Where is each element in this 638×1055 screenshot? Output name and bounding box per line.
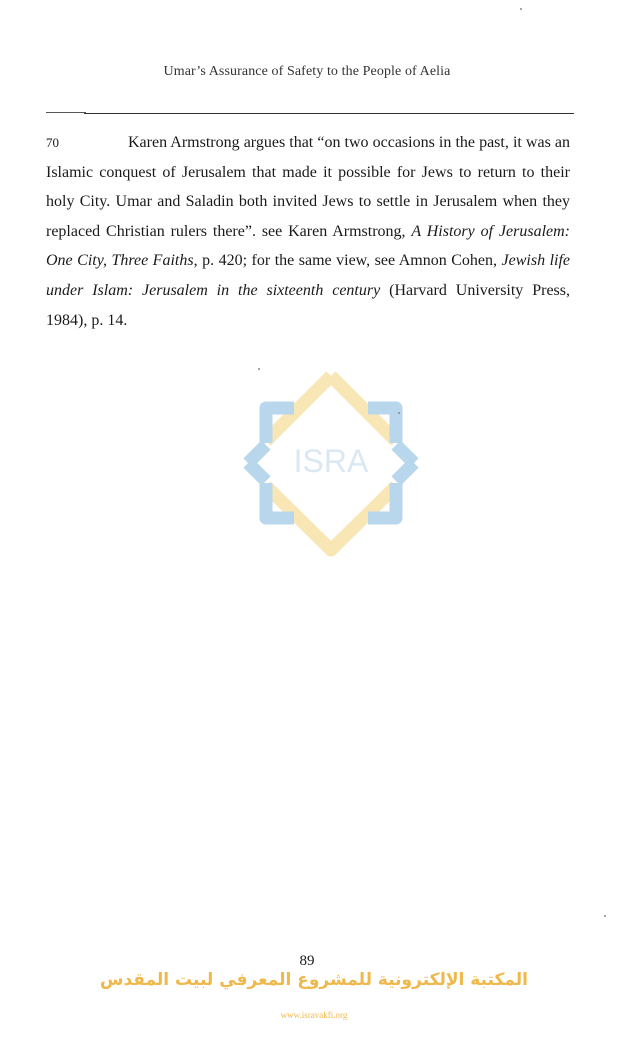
footnote-title-1: A History of Jerusalem: One City, Three Faiths (46, 222, 571, 270)
page-number: 89 (299, 953, 315, 969)
footnote-text-1: Karen Armstrong argues that “on two occasions in the past, it was an Islamic conquest of Jerusalem that made it possible for Jews to return to their holy City. Umar and Saladin both invited Jews to settle in Jerusalem when they replaced Christian rulers there”. see Karen Armstrong, (46, 134, 570, 240)
publisher-name-arabic: المكتبة الإلكترونية للمشروع المعرفي لبيت المقدس (99, 970, 528, 990)
scan-speck (258, 368, 260, 370)
footnote (46, 128, 570, 335)
footnote-title-2: Jewish life under Islam: Jerusalem in the sixteenth century (46, 252, 571, 299)
footnote-text-3: (Harvard University Press, 1984), p. 14. (46, 281, 570, 329)
watermark-text: ISRA (293, 443, 369, 479)
isra-watermark-logo (236, 368, 426, 558)
watermark-blue-side-left (248, 445, 266, 481)
scan-speck (398, 412, 400, 414)
website-link[interactable]: www.isravakfi.org (280, 1010, 348, 1020)
rule-stub (46, 112, 86, 113)
footnote-number: 70 (46, 135, 59, 150)
running-head: Umar’s Assurance of Safety to the People of Aelia (163, 64, 451, 79)
scan-speck (520, 8, 522, 10)
watermark-blue-side-right (396, 445, 414, 481)
header-rule (84, 113, 574, 114)
footnote-text-2: , p. 420; for the same view, see Amnon Cohen, (193, 252, 502, 270)
scan-speck (604, 915, 606, 917)
